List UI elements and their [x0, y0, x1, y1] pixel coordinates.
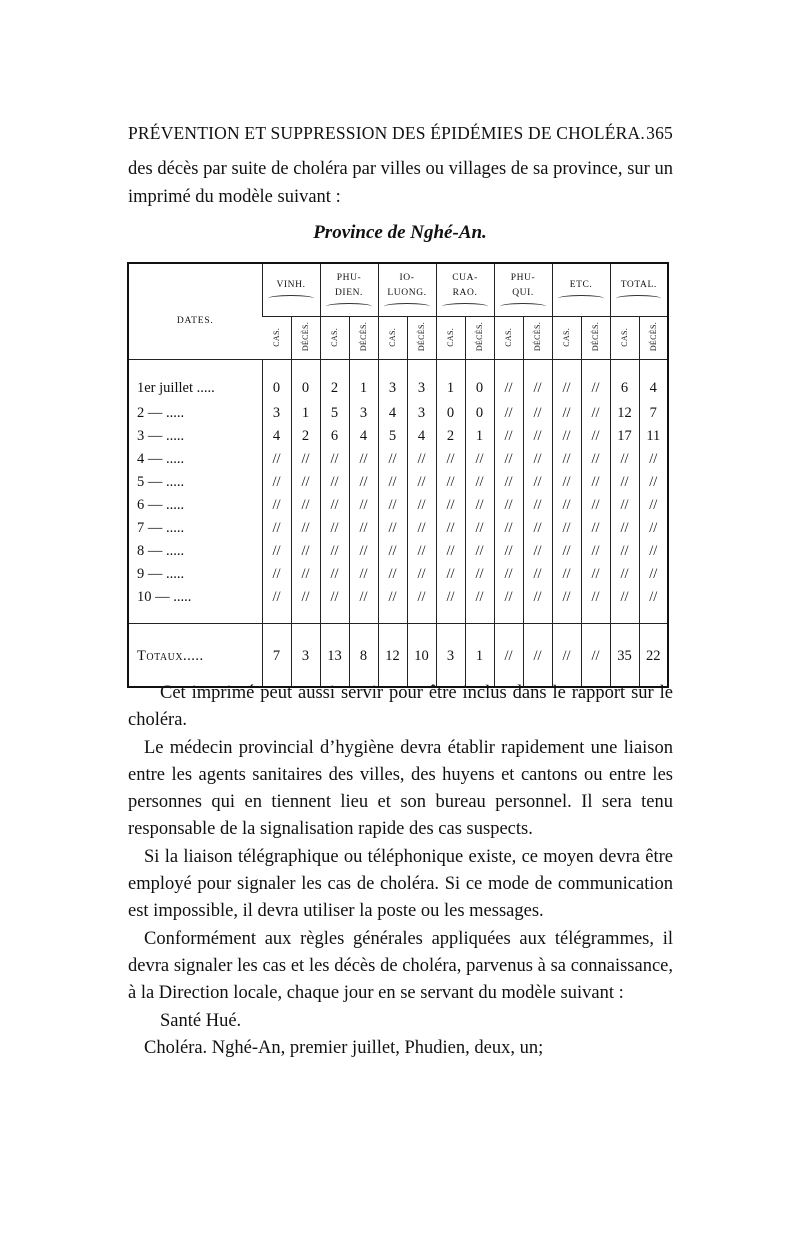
value-cell: // [378, 563, 407, 586]
value-cell: // [552, 360, 581, 403]
value-cell: // [639, 448, 668, 471]
value-cell: // [610, 471, 639, 494]
value-cell: // [349, 540, 378, 563]
value-cell: // [523, 644, 552, 668]
spacer-cell [320, 624, 349, 645]
table-body [128, 360, 668, 688]
value-cell: // [639, 586, 668, 609]
value-cell: // [494, 586, 523, 609]
value-cell: // [494, 425, 523, 448]
value-cell: // [349, 586, 378, 609]
value-cell: // [552, 471, 581, 494]
value-cell: 1 [465, 644, 494, 668]
value-cell: // [436, 471, 465, 494]
value-cell: // [349, 563, 378, 586]
value-cell: // [407, 540, 436, 563]
value-cell: // [552, 644, 581, 668]
value-cell: // [552, 494, 581, 517]
spacer-cell [610, 624, 639, 645]
value-cell: // [320, 517, 349, 540]
spacer-cell [262, 624, 291, 645]
place-header-phudien: PHU- DIEN. [320, 263, 378, 317]
spacer-cell [552, 609, 581, 624]
value-cell: // [639, 494, 668, 517]
date-cell: 6 — ..... [137, 497, 185, 513]
value-cell: // [523, 448, 552, 471]
intro-paragraph: des décès par suite de choléra par villes ou villages de sa province, sur un imprimé du modèle suivant : [128, 159, 673, 207]
cholera-statistics-table [127, 262, 669, 688]
spacer-cell [128, 624, 262, 645]
value-cell: // [291, 540, 320, 563]
value-cell: // [262, 471, 291, 494]
value-cell: // [581, 540, 610, 563]
date-cell: 4 — ..... [137, 451, 185, 467]
table-row [128, 517, 668, 540]
value-cell: // [552, 586, 581, 609]
value-cell: 5 [320, 402, 349, 425]
value-cell: // [320, 448, 349, 471]
cas-subheader: CAS. [262, 317, 291, 360]
value-cell: 0 [291, 360, 320, 403]
date-cell: 9 — ..... [137, 566, 185, 582]
value-cell: 7 [639, 402, 668, 425]
value-cell: 2 [436, 425, 465, 448]
value-cell: // [581, 586, 610, 609]
value-cell: 0 [465, 402, 494, 425]
value-cell: // [581, 448, 610, 471]
spacer-cell [436, 609, 465, 624]
value-cell: // [262, 563, 291, 586]
date-cell: Totaux..... [137, 647, 204, 664]
spacer-cell [349, 624, 378, 645]
deces-subheader: DÉCÈS. [291, 317, 320, 360]
value-cell: // [465, 540, 494, 563]
value-cell: // [378, 540, 407, 563]
value-cell: // [349, 494, 378, 517]
value-cell: 3 [262, 402, 291, 425]
spacer-row [128, 624, 668, 645]
value-cell: // [639, 471, 668, 494]
value-cell: // [494, 563, 523, 586]
value-cell: // [262, 540, 291, 563]
value-cell: // [436, 586, 465, 609]
page-number: 365 [646, 123, 673, 143]
value-cell: // [320, 586, 349, 609]
value-cell: // [378, 448, 407, 471]
deces-subheader: DÉCÈS. [465, 317, 494, 360]
value-cell: // [494, 644, 523, 668]
value-cell: // [320, 540, 349, 563]
cas-subheader: CAS. [552, 317, 581, 360]
value-cell: 3 [378, 360, 407, 403]
place-header-cuarao: CUA- RAO. [436, 263, 494, 317]
value-cell: 1 [436, 360, 465, 403]
totals-row [128, 644, 668, 668]
date-cell: 8 — ..... [137, 543, 185, 559]
table-row [128, 563, 668, 586]
value-cell: // [465, 586, 494, 609]
value-cell: // [552, 448, 581, 471]
cas-subheader: CAS. [610, 317, 639, 360]
value-cell: 3 [291, 644, 320, 668]
cas-subheader: CAS. [494, 317, 523, 360]
value-cell: // [581, 644, 610, 668]
paragraph: Cet imprimé peut aussi servir pour être inclus dans le rapport sur le choléra. [128, 683, 673, 731]
paragraph: Si la liaison télégraphique ou téléphonique existe, ce moyen devra être employé pour signaler les cas de choléra. Si ce mode de communication est impossible, il devra utiliser la poste ou les messages. [128, 846, 673, 922]
value-cell: // [581, 494, 610, 517]
value-cell: 1 [291, 402, 320, 425]
date-cell: 10 — ..... [137, 589, 192, 605]
value-cell: 4 [378, 402, 407, 425]
spacer-cell [291, 624, 320, 645]
value-cell: // [610, 494, 639, 517]
cas-subheader: CAS. [436, 317, 465, 360]
value-cell: // [552, 402, 581, 425]
value-cell: // [291, 471, 320, 494]
place-header-total: TOTAL. [610, 263, 668, 317]
intro-text [128, 155, 673, 211]
value-cell: 0 [465, 360, 494, 403]
spacer-cell [581, 609, 610, 624]
value-cell: // [552, 425, 581, 448]
value-cell: 22 [639, 644, 668, 668]
value-cell: // [349, 517, 378, 540]
spacer-cell [436, 624, 465, 645]
dates-column-header: DATES. [128, 263, 262, 360]
value-cell: // [378, 494, 407, 517]
spacer-cell [262, 609, 291, 624]
value-cell: // [494, 471, 523, 494]
value-cell: 5 [378, 425, 407, 448]
value-cell: // [552, 517, 581, 540]
value-cell: 3 [407, 402, 436, 425]
spacer-cell [378, 624, 407, 645]
value-cell: // [262, 448, 291, 471]
value-cell: 2 [320, 360, 349, 403]
date-cell: 7 — ..... [137, 520, 185, 536]
value-cell: // [291, 517, 320, 540]
date-cell: 2 — ..... [137, 405, 185, 421]
value-cell: // [494, 360, 523, 403]
spacer-cell [523, 624, 552, 645]
value-cell: // [436, 448, 465, 471]
value-cell: 2 [291, 425, 320, 448]
value-cell: // [407, 517, 436, 540]
value-cell: 7 [262, 644, 291, 668]
value-cell: // [610, 586, 639, 609]
value-cell: // [494, 517, 523, 540]
date-cell: 3 — ..... [137, 428, 185, 444]
value-cell: 1 [465, 425, 494, 448]
deces-subheader: DÉCÈS. [349, 317, 378, 360]
spacer-cell [465, 624, 494, 645]
value-cell: // [494, 402, 523, 425]
paragraph: Conformément aux règles générales appliquées aux télégrammes, il devra signaler les cas et les décès de choléra, parvenus à sa connaissance, à la Direction locale, chaque jour en se servant du modèle suivant : [128, 928, 673, 1004]
value-cell: // [581, 517, 610, 540]
value-cell: 6 [320, 425, 349, 448]
value-cell: // [436, 540, 465, 563]
value-cell: // [291, 586, 320, 609]
paragraph: Le médecin provincial d’hygiène devra établir rapidement une liaison entre les agents sanitaires des villes, des huyens et cantons ou entre les personnes qui en tiennent lieu et son bureau personnel. Il sera tenu responsable de la signalisation rapide des cas suspects. [128, 737, 673, 840]
table-row [128, 471, 668, 494]
value-cell: // [523, 517, 552, 540]
cas-subheader: CAS. [378, 317, 407, 360]
place-header-etc: ETC. [552, 263, 610, 317]
deces-subheader: DÉCÈS. [639, 317, 668, 360]
value-cell: 12 [610, 402, 639, 425]
value-cell: 4 [262, 425, 291, 448]
place-header-ioluong: IO- LUONG. [378, 263, 436, 317]
spacer-cell [349, 609, 378, 624]
spacer-cell [320, 609, 349, 624]
value-cell: 13 [320, 644, 349, 668]
value-cell: // [523, 586, 552, 609]
value-cell: // [291, 448, 320, 471]
value-cell: 17 [610, 425, 639, 448]
place-header-phuqui: PHU- QUI. [494, 263, 552, 317]
table-row [128, 360, 668, 403]
table-caption: Province de Nghé-An. [313, 222, 487, 243]
value-cell: // [378, 471, 407, 494]
value-cell: // [494, 540, 523, 563]
spacer-cell [639, 624, 668, 645]
running-title: PRÉVENTION ET SUPPRESSION DES ÉPIDÉMIES DE CHOLÉRA. [128, 123, 645, 143]
value-cell: // [639, 563, 668, 586]
date-cell: 1er juillet ..... [137, 379, 215, 396]
value-cell: // [610, 517, 639, 540]
paragraph: Choléra. Nghé-An, premier juillet, Phudien, deux, un; [144, 1037, 544, 1058]
value-cell: // [465, 517, 494, 540]
value-cell: 1 [349, 360, 378, 403]
value-cell: // [349, 448, 378, 471]
value-cell: // [523, 540, 552, 563]
body-text [128, 680, 673, 1062]
deces-subheader: DÉCÈS. [523, 317, 552, 360]
value-cell: // [581, 360, 610, 403]
value-cell: // [494, 494, 523, 517]
value-cell: // [523, 360, 552, 403]
value-cell: // [523, 425, 552, 448]
spacer-cell [639, 609, 668, 624]
value-cell: // [494, 448, 523, 471]
spacer-cell [291, 609, 320, 624]
spacer-cell [407, 624, 436, 645]
value-cell: 10 [407, 644, 436, 668]
value-cell: // [552, 563, 581, 586]
value-cell: 3 [407, 360, 436, 403]
value-cell: // [262, 517, 291, 540]
value-cell: // [581, 425, 610, 448]
value-cell: // [610, 448, 639, 471]
paragraph: Santé Hué. [160, 1010, 242, 1031]
spacer-cell [465, 609, 494, 624]
value-cell: 11 [639, 425, 668, 448]
table-row [128, 494, 668, 517]
value-cell: // [465, 494, 494, 517]
value-cell: // [581, 471, 610, 494]
value-cell: // [639, 517, 668, 540]
table-row [128, 448, 668, 471]
value-cell: // [378, 586, 407, 609]
value-cell: // [320, 563, 349, 586]
value-cell: // [610, 540, 639, 563]
value-cell: // [436, 517, 465, 540]
date-cell: 5 — ..... [137, 474, 185, 490]
value-cell: // [465, 448, 494, 471]
spacer-cell [378, 609, 407, 624]
value-cell: // [610, 563, 639, 586]
value-cell: // [523, 563, 552, 586]
spacer-cell [581, 624, 610, 645]
table-row [128, 402, 668, 425]
value-cell: 8 [349, 644, 378, 668]
value-cell: // [407, 448, 436, 471]
value-cell: // [465, 563, 494, 586]
value-cell: // [291, 494, 320, 517]
value-cell: // [262, 494, 291, 517]
value-cell: 12 [378, 644, 407, 668]
spacer-cell [494, 624, 523, 645]
value-cell: // [407, 586, 436, 609]
table-row [128, 540, 668, 563]
value-cell: // [639, 540, 668, 563]
place-header-vinh: VINH. [262, 263, 320, 317]
spacer-cell [552, 624, 581, 645]
value-cell: 35 [610, 644, 639, 668]
spacer-row [128, 609, 668, 624]
value-cell: 3 [349, 402, 378, 425]
value-cell: // [407, 471, 436, 494]
value-cell: // [262, 586, 291, 609]
value-cell: // [291, 563, 320, 586]
value-cell: 4 [639, 360, 668, 403]
value-cell: 4 [407, 425, 436, 448]
value-cell: 0 [262, 360, 291, 403]
value-cell: 3 [436, 644, 465, 668]
deces-subheader: DÉCÈS. [581, 317, 610, 360]
value-cell: // [349, 471, 378, 494]
table-row [128, 425, 668, 448]
spacer-cell [407, 609, 436, 624]
value-cell: // [581, 563, 610, 586]
value-cell: // [465, 471, 494, 494]
value-cell: // [523, 402, 552, 425]
value-cell: // [320, 471, 349, 494]
value-cell: // [407, 494, 436, 517]
value-cell: 6 [610, 360, 639, 403]
spacer-cell [128, 609, 262, 624]
cas-subheader: CAS. [320, 317, 349, 360]
table-row [128, 586, 668, 609]
value-cell: // [407, 563, 436, 586]
value-cell: // [436, 563, 465, 586]
value-cell: // [378, 517, 407, 540]
deces-subheader: DÉCÈS. [407, 317, 436, 360]
spacer-cell [610, 609, 639, 624]
value-cell: // [320, 494, 349, 517]
value-cell: // [581, 402, 610, 425]
value-cell: 4 [349, 425, 378, 448]
value-cell: 0 [436, 402, 465, 425]
value-cell: // [523, 471, 552, 494]
value-cell: // [523, 494, 552, 517]
spacer-cell [494, 609, 523, 624]
spacer-cell [523, 609, 552, 624]
value-cell: // [552, 540, 581, 563]
value-cell: // [436, 494, 465, 517]
